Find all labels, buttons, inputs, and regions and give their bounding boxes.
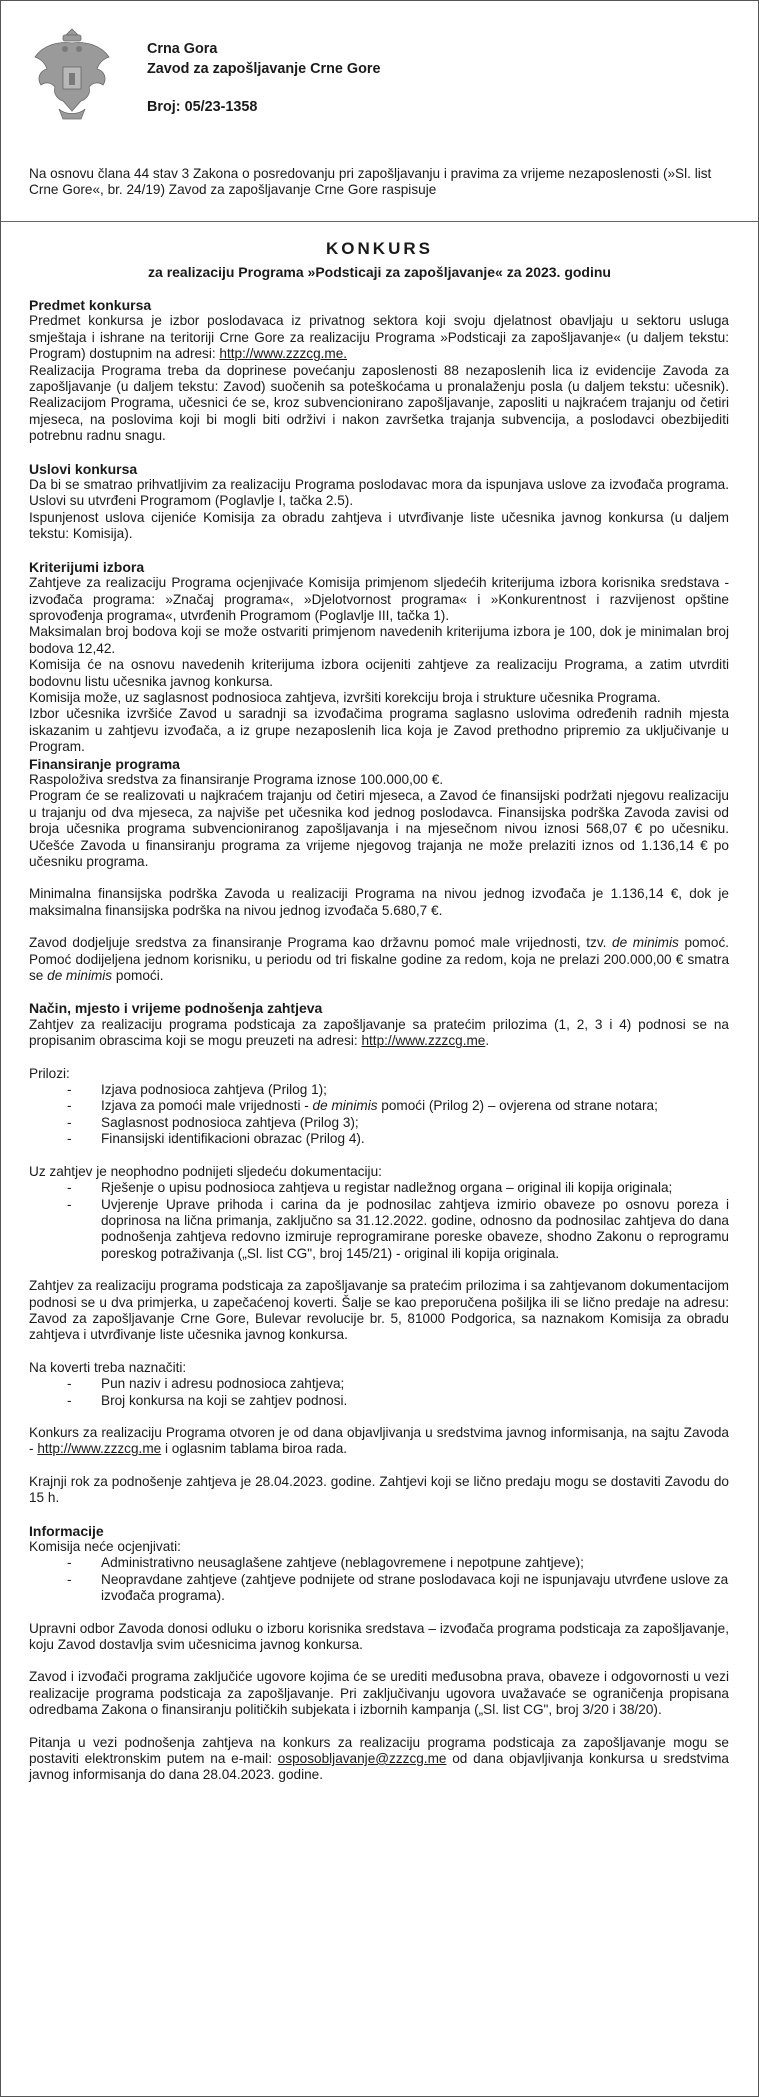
uslovi-paragraph-2: Ispunjenost uslova cijeniće Komisija za obradu zahtjeva i utvrđivanje liste učesnika javnog konkursa (u daljem tekstu: Komisija). [29, 509, 729, 542]
uslovi-paragraph-1: Da bi se smatrao prihvatljivim za realizaciju Programa poslodavac mora da ispunjava uslove za izvođača programa. Uslovi su utvrđeni Programom (Poglavlje I, tačka 2.5). [29, 477, 729, 509]
kriterijumi-paragraph-3: Komisija će na osnovu navedenih kriterijuma izbora ocijeniti zahtjeve za realizaciju Programa, a zatim utvrditi bodovnu listu učesnika javnog konkursa. [29, 657, 729, 689]
informacije-text: od dana objavljivanja konkursa u sredstvima javnog informisanja do dana 28.04.2023. godine. [29, 1751, 729, 1783]
list-item: - Administrativno neusaglašene zahtjeve (neblagovremene i nepotpune zahtjeve); [67, 1555, 584, 1571]
header [29, 23, 729, 133]
kriterijumi-paragraph-1: Zahtjeve za realizaciju Programa ocjenjivaće Komisija primjenom sljedećih kriterijuma izbora korisnika sredstava - izvođača programa: »Značaj programa«, »Djelotvornost programa« i »Konkurentnost i razvijenost opštine sprovođenja programa«, utvrđenih Programom (Poglavlje III, tačka 1). [29, 575, 729, 623]
section-heading-finansiranje: Finansiranje programa [29, 755, 180, 772]
kriterijumi-paragraph-5: Izbor učesnika izvršiće Zavod u saradnji sa izvođačima programa saglasno uslovima određenih radnih mjesta iskazanim u zahtjevu izvođača, a iz grupe nezaposlenih lica koja je Zavod prethodno pripremio za uključivanje u Program. [29, 706, 729, 755]
country-name: Crna Gora [147, 41, 218, 57]
list-item-text: Finansijski identifikacioni obrazac (Prilog 4). [101, 1131, 365, 1147]
list-item: - Broj konkursa na koji se zahtjev podnosi. [67, 1392, 348, 1408]
nacin-text: Konkurs za realizaciju Programa otvoren je od dana objavljivanja u sredstvima javnog informisanja, na sajtu Zavoda - [29, 1424, 729, 1457]
list-item-text: Administrativno neusaglašene zahtjeve (neblagovremene i nepotpune zahtjeve); [101, 1555, 584, 1571]
divider [1, 221, 758, 222]
list-item: - Neopravdane zahtjeve (zahtjeve podnijete od strane poslodavaca koji ne ispunjavaju utvrđene uslove za izvođača programa). [67, 1571, 729, 1604]
section-heading-uslovi: Uslovi konkursa [29, 460, 138, 477]
de-minimis-term: de minimis [612, 935, 679, 951]
list-item: - Saglasnost podnosioca zahtjeva (Prilog 3); [67, 1114, 359, 1130]
list-item-text: Saglasnost podnosioca zahtjeva (Prilog 3); [101, 1114, 359, 1130]
list-item-text: pomoći (Prilog 2) – ovjerena od strane notara; [381, 1098, 658, 1114]
list-item: - Pun naziv i adresu podnosioca zahtjeva; [67, 1376, 345, 1392]
list-item: - Izjava za pomoći male vrijednosti - de minimis pomoći (Prilog 2) – ovjerena od strane notara; [67, 1098, 658, 1114]
informacije-paragraph-2: Zavod i izvođači programa zaključiće ugovore kojima će se urediti međusobna prava, obaveze i odgovornosti u vezi realizacije programa podsticaja za zapošljavanje. Pri zaključivanju ugovora uvažavaće se ograničenja propisana odredbama Zakona o finansiranju političkih subjekata i izbornih kampanja („Sl. list CG", broj 3/20 i 38/20). [29, 1669, 729, 1718]
kriterijumi-paragraph-2: Maksimalan broj bodova koji se može ostvariti primjenom navedenih kriterijuma izbora je 100, dok je minimalan broj bodova 12,42. [29, 624, 729, 656]
document-subtitle: za realizaciju Programa »Podsticaji za zapošljavanje« za 2023. godinu [148, 264, 611, 280]
kriterijumi-paragraph-4: Komisija može, uz saglasnost podnosioca zahtjeva, izvršiti korekciju broja i strukture učesnika Programa. [29, 689, 661, 705]
koverta-list [29, 1376, 729, 1409]
nacin-text: Zahtjev za realizaciju programa podsticaja za zapošljavanje sa pratećim prilozima (1, 2, 3 i 4) podnosi se na propisanim obrascima koji se mogu preuzeti na adresi: [29, 1016, 729, 1049]
finansiranje-paragraph-3: Minimalna finansijska podrška Zavoda u realizaciji Programa na nivou jednog izvođača je 1.136,14 €, dok je maksimalna finansijska podrška na nivou jednog izvođača 5.680,7 €. [29, 886, 729, 918]
finansiranje-paragraph-1: Raspoloživa sredstva za finansiranje Programa iznose 100.000,00 €. [29, 771, 444, 787]
nacin-text: i oglasnim tablama biroa rada. [164, 1441, 348, 1457]
informacije-paragraph-1: Upravni odbor Zavoda donosi odluku o izboru korisnika sredstava – izvođača programa podsticaja za zapošljavanje, koju Zavod dostavlja svim učesnicima javnog konkursa. [29, 1620, 729, 1653]
nacin-paragraph-3 [29, 1425, 729, 1458]
list-item-text: Broj konkursa na koji se zahtjev podnosi. [101, 1392, 348, 1408]
email-link[interactable]: osposobljavanje@zzzcg.me [277, 1751, 447, 1767]
website-link[interactable]: http://www.zzzcg.me [361, 1033, 486, 1049]
list-item: - Izjava podnosioca zahtjeva (Prilog 1); [67, 1082, 327, 1098]
de-minimis-term: de minimis [312, 1098, 378, 1114]
section-heading-kriterijumi: Kriterijumi izbora [29, 558, 145, 575]
section-heading-nacin: Način, mjesto i vrijeme podnošenja zahtjeva [29, 1000, 323, 1017]
website-link[interactable]: http://www.zzzcg.me [37, 1441, 162, 1457]
predmet-text: Predmet konkursa je izbor poslodavaca iz privatnog sektora koji svoju djelatnost obavljaju u sektoru usluga smještaja i ishrane na teritoriji Crne Gore za realizaciju Programa »Podsticaji za zapošljavanje« (u daljem tekstu: Program) dostupnim na adresi: [29, 313, 729, 362]
finansiranje-paragraph-2: Program će se realizovati u najkraćem trajanju od četiri mjeseca, a Zavod će finansijski podržati njegovu realizaciju u trajanju od dva mjeseca, za najviše pet učesnika kod jednog poslodavca. Finansijska podrška Zavoda zavisi od broja učesnika programa subvencioniranog zapošljavanja i na mjesečnom nivou iznosi 568,07 € po učesniku. Učešće Zavoda u finansiranju programa za vrijeme njegovog trajanja ne može prelaziti iznos od 1.136,14 € po učesniku programa. [29, 788, 729, 869]
prilozi-list [29, 1082, 729, 1148]
finansiranje-text-a: Zavod dodjeljuje sredstva za finansiranje Programa kao državnu pomoć male vrijednosti, tzv. [29, 935, 607, 951]
list-item: - Finansijski identifikacioni obrazac (Prilog 4). [67, 1131, 365, 1147]
list-item: - Uvjerenje Uprave prihoda i carina da je podnosilac zahtjeva izmirio obaveze po osnovu poreza i doprinosa na lična primanja, zaključno sa 31.12.2022. godine, odnosno da podnosilac zahtjeva do dana podnošenja zahtjeva redovno izmiruje reprogramirane poreske obaveze, shodno Zakonu o reprogramu poreskog potraživanja („Sl. list CG", broj 145/21) - original ili kopija originala. [67, 1196, 729, 1261]
list-item-text: Pun naziv i adresu podnosioca zahtjeva; [101, 1376, 345, 1392]
header-text [147, 39, 381, 117]
nacin-paragraph-2: Zahtjev za realizaciju programa podsticaja za zapošljavanje sa pratećim prilozima i sa zahtjevanom dokumentacijom podnosi se u dva primjerka, u zapečaćenoj koverti. Šalje se kao preporučena pošiljka ili se lično predaje na adresu: Zavod za zapošljavanje Crne Gore, Bulevar revolucije br. 5, 81000 Podgorica, sa naznakom Komisija za obradu zahtjeva i utvrđivanje liste učesnika javnog konkursa. [29, 1278, 729, 1343]
list-item-text: Neopravdane zahtjeve (zahtjeve podnijete od strane poslodavaca koji ne ispunjavaju utvrđene uslove za izvođača programa). [101, 1571, 729, 1604]
website-link[interactable]: http://www.zzzcg.me. [219, 346, 348, 362]
coat-of-arms-icon [29, 23, 115, 123]
de-minimis-term: de minimis [47, 968, 113, 984]
finansiranje-text-e: pomoći. [115, 968, 164, 984]
dokumentacija-list [29, 1180, 729, 1262]
nacin-paragraph-1: Zahtjev za realizaciju programa podsticaja za zapošljavanje sa pratećim prilozima (1, 2, 3 i 4) podnosi se na propisanim obrascima koji se mogu preuzeti na adresi: http://www.zzzcg.me. [29, 1016, 729, 1049]
document-body [29, 297, 729, 1784]
predmet-paragraph-1 [29, 313, 729, 362]
document-number: Broj: 05/23-1358 [147, 99, 258, 115]
finansiranje-paragraph-4 [29, 935, 729, 984]
section-heading-predmet: Predmet konkursa [29, 297, 152, 313]
koverta-label: Na koverti treba naznačiti: [29, 1359, 187, 1375]
list-item-text: Izjava za pomoći male vrijednosti - [101, 1098, 309, 1114]
prilozi-label: Prilozi: [29, 1065, 70, 1081]
dokumentacija-label: Uz zahtjev je neophodno podnijeti sljedeću dokumentaciju: [29, 1163, 382, 1179]
list-item-text: Rješenje o upisu podnosioca zahtjeva u registar nadležnog organa – original ili kopija originala; [101, 1180, 673, 1196]
informacije-paragraph-3 [29, 1735, 729, 1784]
informacije-text: Pitanja u vezi podnošenja zahtjeva na konkurs za realizaciju programa podsticaja za zapošljavanje mogu se postaviti elektronskim putem na e-mail: [29, 1734, 729, 1767]
intro-paragraph: Na osnovu člana 44 stav 3 Zakona o posredovanju pri zapošljavanju i pravima za vrijeme nezaposlenosti (»Sl. list Crne Gore«, br. 24/19) Zavod za zapošljavanje Crne Gore raspisuje [29, 166, 712, 198]
informacije-label: Komisija neće ocjenjivati: [29, 1539, 181, 1554]
predmet-paragraph-2: Realizacija Programa treba da doprinese povećanju zaposlenosti 88 nezaposlenih lica iz evidencije Zavoda za zapošljavanje (u daljem tekstu: Zavod) suočenih sa poteškoćama u pronalaženju posla (u daljem tekstu: učesnik). Realizacijom Programa, učesnici će se, kroz subvencionirano zapošljavanje, zaposliti u najkraćem trajanju od četiri mjeseca, na poslovima koji bi mogli biti održivi i nakon završetka trajanja subvencija, a poslodavci obezbijediti potrebnu radnu snagu. [29, 362, 729, 444]
section-heading-informacije: Informacije [29, 1522, 104, 1539]
list-item: - Rješenje o upisu podnosioca zahtjeva u registar nadležnog organa – original ili kopija originala; [67, 1180, 673, 1196]
list-item-text: Uvjerenje Uprave prihoda i carina da je podnosilac zahtjeva izmirio obaveze po osnovu poreza i doprinosa na lična primanja, zaključno sa 31.12.2022. godine, odnosno da podnosilac zahtjeva do dana podnošenja zahtjeva redovno izmiruje reprogramirane poreske obaveze, shodno Zakonu o reprogramu poreskog potraživanja („Sl. list CG", broj 145/21) - original ili kopija originala. [101, 1196, 729, 1261]
institution-name: Zavod za zapošljavanje Crne Gore [147, 61, 381, 77]
list-item-text: Izjava podnosioca zahtjeva (Prilog 1); [101, 1082, 327, 1098]
informacije-list [29, 1555, 729, 1604]
nacin-paragraph-4: Krajnji rok za podnošenje zahtjeva je 28.04.2023. godine. Zahtjevi koji se lično predaju mogu se dostaviti Zavodu do 15 h. [29, 1473, 729, 1506]
document-title: KONKURS [326, 239, 433, 258]
finansiranje-text-c: pomoć. Pomoć dodijeljena jednom korisniku, u periodu od tri fiskalne godine za redom, koja ne prelazi 200.000,00 € smatra se [29, 935, 730, 984]
